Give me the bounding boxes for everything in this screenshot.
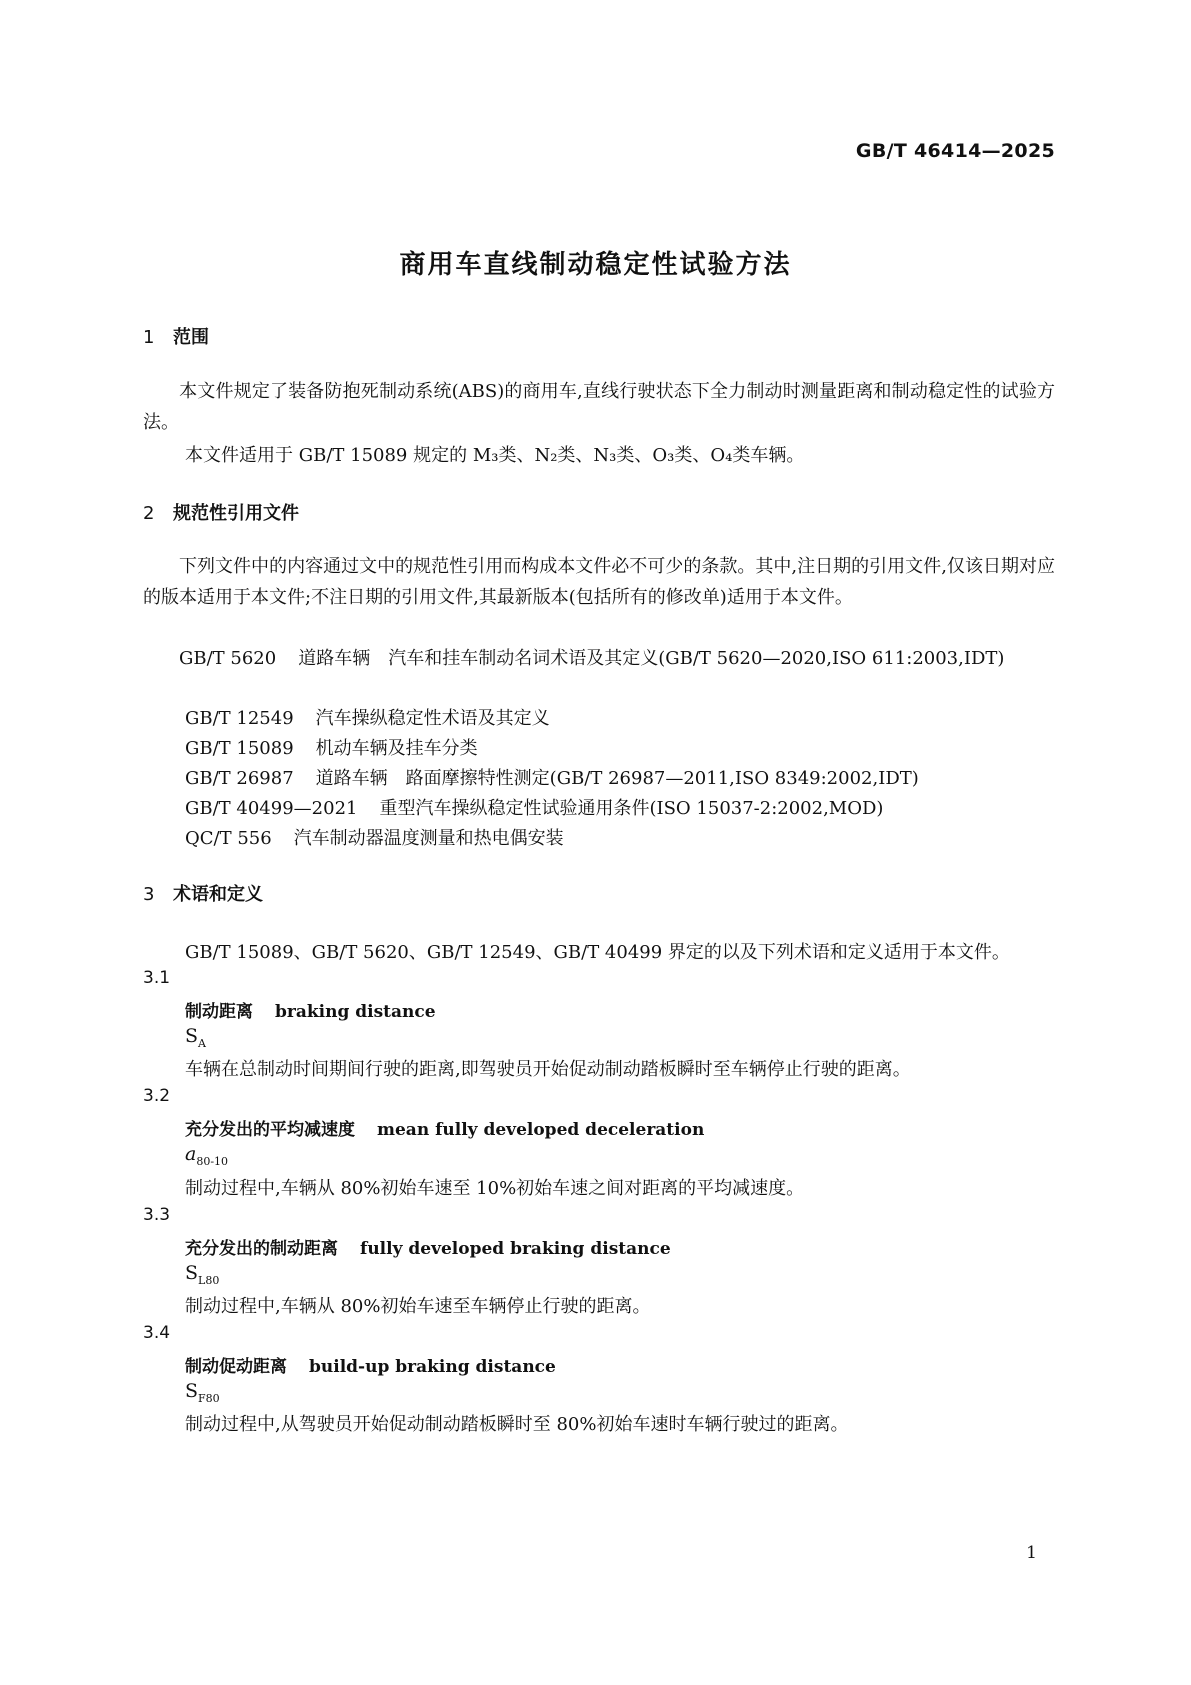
reference-title: 道路车辆 路面摩擦特性测定(GB/T 26987—2011,ISO 8349:2002,IDT): [315, 768, 919, 789]
section-number: 2: [143, 503, 155, 524]
term-number: 3.3: [143, 1205, 171, 1225]
reference-item: [185, 764, 919, 790]
term-symbol: [185, 1380, 220, 1405]
term-zh: 制动促动距离: [185, 1357, 287, 1377]
reference-item: [185, 704, 550, 730]
terms-intro: GB/T 15089、GB/T 5620、GB/T 12549、GB/T 40499 界定的以及下列术语和定义适用于本文件。: [185, 942, 1010, 963]
reference-code: GB/T 5620: [179, 648, 277, 669]
scope-text-1: 本文件规定了装备防抱死制动系统(ABS)的商用车,直线行驶状态下全力制动时测量距离和制动稳定性的试验方法。: [143, 381, 1055, 433]
term-definition: 制动过程中,从驾驶员开始促动制动踏板瞬时至 80%初始车速时车辆行驶过的距离。: [185, 1414, 849, 1435]
term-symbol: [185, 1025, 206, 1050]
reference-code: GB/T 40499—2021: [185, 798, 358, 819]
reference-item: [185, 734, 478, 760]
term-heading: [185, 1115, 704, 1140]
symbol-subscript: L80: [198, 1273, 220, 1287]
reference-title: 汽车操纵稳定性术语及其定义: [315, 708, 550, 729]
scope-paragraph-2: 本文件适用于 GB/T 15089 规定的 M₃类、N₂类、N₃类、O₃类、O₄类车辆。: [185, 445, 805, 466]
section-number: 1: [143, 327, 155, 348]
term-zh: 充分发出的制动距离: [185, 1239, 338, 1259]
reference-title: 机动车辆及挂车分类: [315, 738, 478, 759]
symbol-main: S: [185, 1380, 199, 1402]
reference-item: [143, 643, 1055, 674]
section-1-heading: [143, 323, 209, 349]
term-number: 3.4: [143, 1323, 171, 1343]
term-definition: 车辆在总制动时间期间行驶的距离,即驾驶员开始促动制动踏板瞬时至车辆停止行驶的距离。: [185, 1059, 911, 1080]
references-intro-text: 下列文件中的内容通过文中的规范性引用而构成本文件必不可少的条款。其中,注日期的引用文件,仅该日期对应的版本适用于本文件;不注日期的引用文件,其最新版本(包括所有的修改单)适用于本文件。: [143, 556, 1055, 608]
references-intro: [143, 551, 1055, 613]
section-title: 规范性引用文件: [173, 503, 299, 524]
symbol-subscript: 80-10: [196, 1154, 229, 1168]
reference-code: GB/T 15089: [185, 738, 294, 759]
section-3-heading: [143, 880, 263, 906]
reference-title: 重型汽车操纵稳定性试验通用条件(ISO 15037-2:2002,MOD): [379, 798, 884, 819]
term-heading: [185, 1234, 671, 1259]
scope-paragraph-1: [143, 376, 1055, 438]
document-title: 商用车直线制动稳定性试验方法: [399, 250, 792, 280]
reference-code: GB/T 26987: [185, 768, 294, 789]
term-zh: 制动距离: [185, 1002, 253, 1022]
reference-item: [185, 824, 564, 850]
section-title: 范围: [173, 327, 209, 348]
term-symbol: [185, 1143, 228, 1168]
symbol-subscript: A: [198, 1036, 206, 1050]
term-en: braking distance: [275, 1002, 436, 1022]
symbol-main: S: [185, 1025, 199, 1047]
term-en: build-up braking distance: [309, 1357, 556, 1377]
reference-title: 道路车辆 汽车和挂车制动名词术语及其定义(GB/T 5620—2020,ISO 611:2003,IDT): [298, 648, 1005, 669]
term-en: mean fully developed deceleration: [377, 1120, 705, 1140]
term-heading: [185, 997, 436, 1022]
symbol-main: a: [185, 1143, 197, 1165]
symbol-main: S: [185, 1262, 199, 1284]
term-definition: 制动过程中,车辆从 80%初始车速至 10%初始车速之间对距离的平均减速度。: [185, 1178, 805, 1199]
term-symbol: [185, 1262, 219, 1287]
term-number: 3.2: [143, 1086, 171, 1106]
term-en: fully developed braking distance: [360, 1239, 671, 1259]
section-title: 术语和定义: [173, 884, 263, 905]
section-number: 3: [143, 884, 155, 905]
reference-code: QC/T 556: [185, 828, 272, 849]
symbol-subscript: F80: [198, 1391, 220, 1405]
term-zh: 充分发出的平均减速度: [185, 1120, 355, 1140]
reference-item: [185, 794, 883, 820]
term-definition: 制动过程中,车辆从 80%初始车速至车辆停止行驶的距离。: [185, 1296, 651, 1317]
term-heading: [185, 1352, 556, 1377]
page-number: 1: [1026, 1543, 1037, 1563]
section-2-heading: [143, 499, 299, 525]
term-number: 3.1: [143, 968, 171, 988]
reference-title: 汽车制动器温度测量和热电偶安装: [293, 828, 564, 849]
standard-number: GB/T 46414—2025: [855, 140, 1055, 162]
reference-code: GB/T 12549: [185, 708, 294, 729]
